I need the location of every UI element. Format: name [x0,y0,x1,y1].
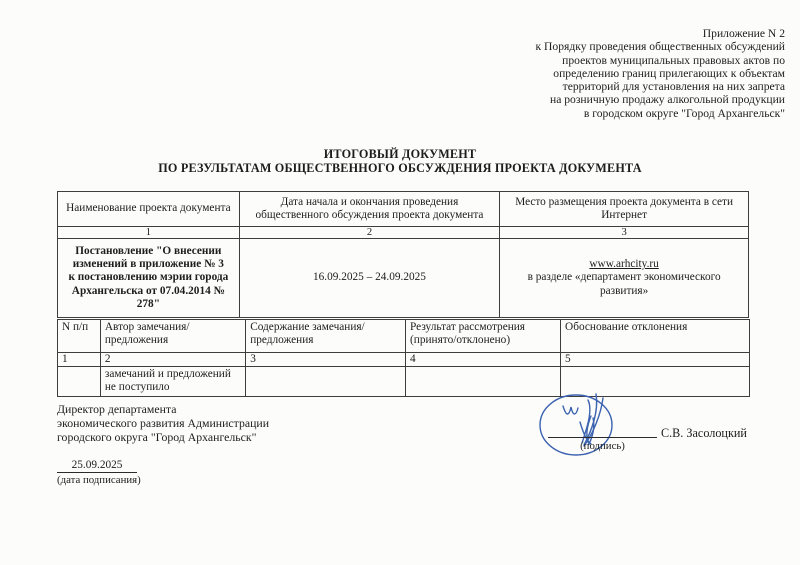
appendix-line: определению границ прилегающих к объектам [553,66,785,80]
signer-title-line: Директор департамента [57,402,177,416]
signature-line [548,437,657,438]
t1-header-project-name: Наименование проекта документа [58,192,240,227]
t2-header-content: Содержание замечания/предложения [246,320,406,353]
page-title-line2: ПО РЕЗУЛЬТАТАМ ОБЩЕСТВЕННОГО ОБСУЖДЕНИЯ ПРОЕКТА ДОКУМЕНТА [158,161,642,175]
appendix-line: Приложение N 2 [702,27,785,40]
project-name-line: Постановление "О внесении [75,244,222,257]
t2-header-justification: Обоснование отклонения [561,320,750,353]
url-note-line: в разделе «департамент экономического [527,271,721,284]
t2-header-result: Результат рассмотрения (принято/отклонено) [406,320,561,353]
t1-header-internet-location: Место размещения проекта документа в сети Интернет [500,192,749,227]
column-number-row [58,353,750,367]
appendix-reference-block [536,27,786,120]
t1-colnum-1: 1 [58,227,240,239]
t2-header-author: Автор замечания/предложения [100,320,245,353]
t2-colnum-1: 1 [58,353,101,367]
t2-colnum-2: 2 [100,353,245,367]
project-name-line: изменений в приложение № 3 [72,258,224,271]
t1-colnum-3: 3 [500,227,749,239]
column-number-row [58,227,749,239]
project-name-line: к постановлению мэрии города [68,271,229,284]
table-header-row [58,192,749,227]
appendix-line: в городском округе "Город Архангельск" [583,106,785,120]
t1-header-dates: Дата начала и окончания проведения общественного обсуждения проекта документа [239,192,500,227]
page-title [0,147,800,175]
t1-colnum-2: 2 [239,227,500,239]
signing-date-value: 25.09.2025 [57,459,137,473]
t2-header-num: N п/п [58,320,101,353]
page-title-line1: ИТОГОВЫЙ ДОКУМЕНТ [323,147,477,161]
signer-title-line: экономического развития Администрации [57,416,270,430]
appendix-line: территорий для установления на них запрета [562,80,785,94]
t1-cell-project-name [58,239,240,318]
signer-name: С.В. Засолоцкий [661,426,747,440]
t2-cell-author: замечаний и предложений не поступило [100,367,245,397]
t2-colnum-4: 4 [406,353,561,367]
table-row [58,239,749,318]
t1-cell-discussion-dates: 16.09.2025 – 24.09.2025 [239,239,500,318]
signer-title-block [57,402,269,444]
url-note-line: развития» [599,284,649,297]
t2-cell-num [58,367,101,397]
appendix-line: к Порядку проведения общественных обсуждений [535,40,785,54]
appendix-line: проектов муниципальных правовых актов по [562,53,785,67]
project-info-table [57,191,749,318]
signature-caption: (подпись) [580,440,625,452]
t1-cell-internet-location [500,239,749,318]
remarks-table [57,319,750,397]
signing-date-caption: (дата подписания) [57,474,141,486]
t2-colnum-5: 5 [561,353,750,367]
table-header-row [58,320,750,353]
signing-date-block [57,459,141,486]
website-url-text: www.arhcity.ru [589,258,659,271]
t2-colnum-3: 3 [246,353,406,367]
project-name-line: Архангельска от 07.04.2014 № 278" [71,284,225,310]
t2-cell-content [246,367,406,397]
appendix-line: на розничную продажу алкогольной продукции [549,93,785,107]
signer-title-line: городского округа "Город Архангельск" [57,430,257,444]
